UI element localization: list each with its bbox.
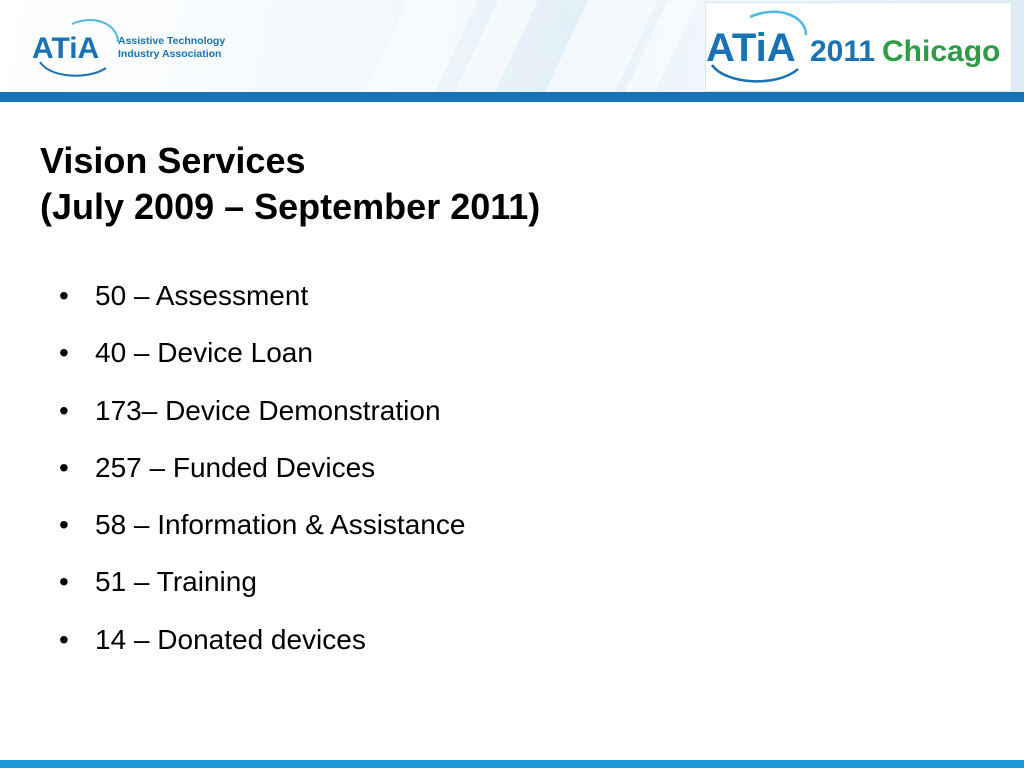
atia-2011-chicago-logo — [706, 3, 1013, 93]
list-item — [59, 624, 465, 681]
header-divider — [0, 92, 1024, 102]
list-item — [59, 337, 465, 394]
bullet-glyph: • — [59, 566, 69, 598]
logo-wordmark: ATiA — [32, 32, 100, 65]
list-item-text: 173– Device Demonstration — [95, 394, 441, 426]
list-item-text: 257 – Funded Devices — [95, 451, 376, 483]
conference-logo-panel — [705, 2, 1012, 92]
service-stats-list — [59, 280, 465, 681]
list-item-text: 40 – Device Loan — [95, 337, 313, 369]
bullet-glyph: • — [59, 451, 69, 483]
list-item-text: 58 – Information & Assistance — [95, 509, 466, 541]
bullet-glyph: • — [59, 623, 69, 655]
logo-city: Chicago — [882, 35, 1001, 68]
atia-association-logo — [32, 18, 242, 78]
list-item-text: 14 – Donated devices — [95, 623, 366, 655]
bullet-glyph: • — [59, 394, 69, 426]
list-item — [59, 452, 465, 509]
slide-title — [40, 138, 540, 230]
logo-year: 2011 — [810, 35, 876, 68]
logo-tagline-line2: Industry Association — [118, 48, 222, 60]
list-item — [59, 280, 465, 337]
logo-tagline-line1: Assistive Technology — [118, 35, 226, 47]
list-item — [59, 566, 465, 623]
bullet-glyph: • — [59, 509, 69, 541]
list-item-text: 50 – Assessment — [95, 280, 309, 311]
bullet-glyph: • — [59, 337, 69, 369]
logo-wordmark: ATiA — [706, 26, 796, 70]
list-item-text: 51 – Training — [95, 566, 257, 598]
bullet-glyph: • — [59, 280, 69, 311]
footer-divider — [0, 760, 1024, 768]
slide-title-line1: Vision Services — [40, 140, 306, 181]
slide-title-line2: (July 2009 – September 2011) — [40, 186, 541, 227]
list-item — [59, 395, 465, 452]
list-item — [59, 509, 465, 566]
